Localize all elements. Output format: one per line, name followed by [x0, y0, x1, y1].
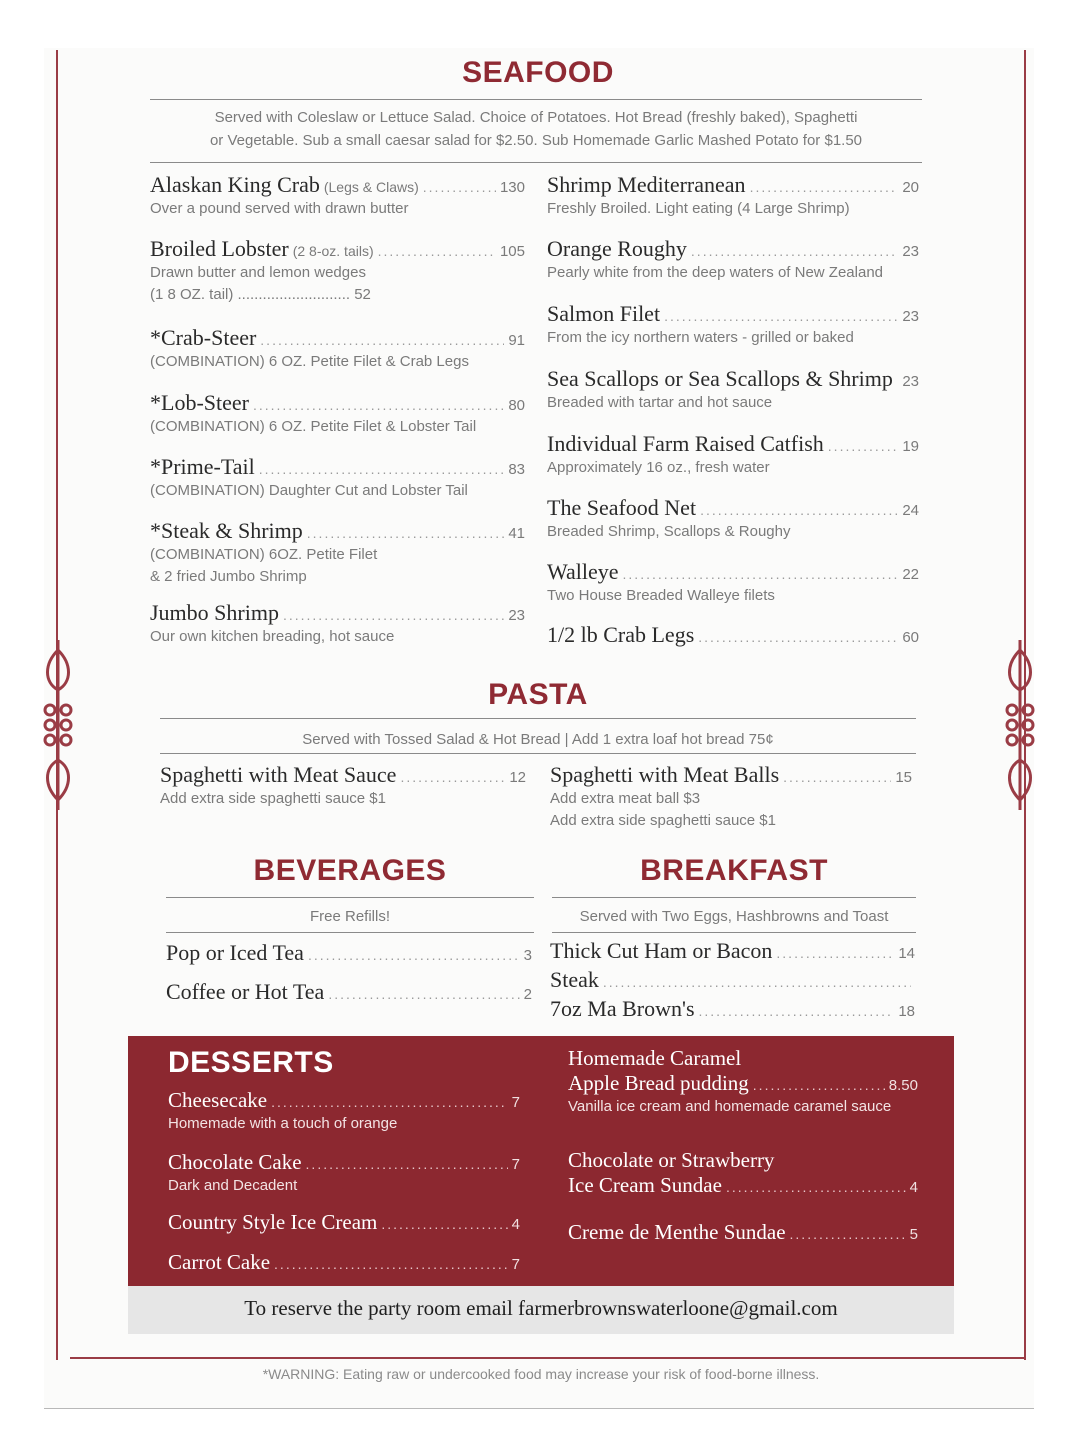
menu-item-description: Over a pound served with drawn butter — [150, 200, 409, 217]
menu-item-line — [150, 454, 525, 480]
leader-dots — [897, 373, 898, 389]
menu-item-price: 15 — [895, 769, 912, 786]
menu-item-line — [168, 1088, 520, 1113]
menu-item-price: 130 — [499, 179, 525, 196]
menu-item-line — [547, 366, 919, 392]
menu-item-price: 83 — [508, 461, 525, 478]
breakfast-title: BREAKFAST — [640, 854, 828, 887]
menu-item-price: 7 — [511, 1156, 520, 1173]
menu-item — [568, 1220, 918, 1245]
menu-item-description: From the icy northern waters - grilled or baked — [547, 329, 854, 346]
menu-item-price: 14 — [898, 945, 915, 962]
menu-item — [168, 1210, 520, 1235]
leader-dots — [307, 525, 505, 541]
page-bottom-rule — [44, 1408, 1034, 1409]
menu-item-name: Pop or Iced Tea — [166, 940, 304, 965]
menu-item-price: 2 — [523, 986, 532, 1003]
menu-item-name: Spaghetti with Meat Balls — [550, 762, 780, 787]
menu-item-price: 60 — [902, 629, 919, 646]
menu-item-name: Ice Cream Sundae — [568, 1173, 722, 1197]
menu-item — [547, 301, 919, 349]
menu-item-description: & 2 fried Jumbo Shrimp — [150, 568, 307, 585]
menu-item-line — [150, 236, 525, 262]
beverages-note: Free Refills! — [309, 908, 391, 925]
menu-item — [168, 1150, 520, 1197]
menu-item-description: Breaded with tartar and hot sauce — [547, 394, 773, 411]
menu-item-price: 24 — [902, 502, 919, 519]
menu-item-name: 7oz Ma Brown's — [550, 996, 695, 1021]
menu-item-description: Add extra meat ball $3 — [550, 790, 701, 807]
breakfast-rule-bottom — [552, 932, 916, 933]
menu-item-name: Creme de Menthe Sundae — [568, 1220, 786, 1244]
pasta-rule-bottom — [160, 753, 916, 754]
leader-dots — [783, 769, 891, 785]
menu-item — [550, 967, 915, 993]
leader-dots — [828, 438, 899, 454]
breakfast-rule-top — [552, 897, 916, 898]
leader-dots — [753, 1077, 885, 1093]
menu-item-line — [568, 1220, 918, 1245]
menu-item — [150, 600, 525, 648]
menu-item — [150, 518, 525, 588]
menu-item-name: *Prime-Tail — [150, 454, 255, 479]
menu-item-name-line1: Homemade Caramel — [568, 1046, 742, 1070]
food-warning: *WARNING: Eating raw or undercooked food may increase your risk of food-borne illness. — [262, 1366, 820, 1382]
leader-dots — [699, 1003, 895, 1019]
menu-item — [168, 1250, 520, 1275]
menu-item-line — [168, 1250, 520, 1275]
menu-item — [547, 559, 919, 607]
menu-item-line — [550, 762, 912, 788]
menu-item-price: 80 — [508, 397, 525, 414]
menu-item-line — [547, 172, 919, 198]
menu-item — [568, 1046, 918, 1118]
menu-item-line — [150, 518, 525, 544]
leader-dots — [381, 1216, 507, 1232]
leader-dots — [274, 1256, 508, 1272]
leader-dots — [623, 566, 899, 582]
seafood-note — [150, 106, 922, 152]
menu-item-name: Alaskan King Crab — [150, 172, 320, 197]
leader-dots — [776, 945, 894, 961]
menu-item-line — [150, 172, 525, 198]
leader-dots — [790, 1226, 906, 1242]
menu-item-name: The Seafood Net — [547, 495, 697, 520]
menu-item-name: Country Style Ice Cream — [168, 1210, 378, 1234]
ornament-right-icon — [1000, 640, 1040, 810]
menu-item-line — [547, 622, 919, 648]
desserts-title: DESSERTS — [168, 1046, 334, 1079]
menu-item-price: 5 — [909, 1226, 918, 1243]
menu-item-price: 18 — [898, 1003, 915, 1020]
menu-item-line — [550, 967, 915, 993]
leader-dots — [260, 332, 504, 348]
menu-item-description: (1 8 OZ. tail) ........................... 52 — [150, 286, 371, 303]
menu-item-price: 19 — [902, 438, 919, 455]
menu-item-line — [547, 301, 919, 327]
menu-item-description: (COMBINATION) 6 OZ. Petite Filet & Crab Legs — [150, 353, 469, 370]
menu-item-price: 41 — [508, 525, 525, 542]
menu-item — [547, 622, 919, 648]
menu-item-name: Orange Roughy — [547, 236, 687, 261]
menu-item-description: (COMBINATION) Daughter Cut and Lobster Tail — [150, 482, 468, 499]
menu-item — [550, 938, 915, 964]
desserts-band — [128, 1036, 954, 1286]
menu-item-line — [568, 1173, 918, 1198]
menu-item-price: 23 — [902, 243, 919, 260]
reserve-bar — [128, 1286, 954, 1334]
menu-item-qualifier: (Legs & Claws) — [323, 179, 419, 195]
menu-item-description: (COMBINATION) 6 OZ. Petite Filet & Lobster Tail — [150, 418, 477, 435]
leader-dots — [283, 607, 504, 623]
menu-item-qualifier: (2 8-oz. tails) — [292, 243, 374, 259]
menu-item — [550, 762, 912, 832]
leader-dots — [423, 179, 496, 195]
menu-item — [150, 236, 525, 306]
leader-dots — [700, 502, 898, 518]
menu-item-description: Pearly white from the deep waters of New Zealand — [547, 264, 883, 281]
menu-item — [150, 454, 525, 502]
menu-item-name: Salmon Filet — [547, 301, 661, 326]
menu-item-price: 22 — [902, 566, 919, 583]
menu-item-price: 12 — [509, 769, 526, 786]
reserve-email-text: To reserve the party room email farmerbrownswaterloone@gmail.com — [244, 1296, 838, 1320]
menu-item-line — [547, 495, 919, 521]
menu-item-description: Dark and Decadent — [168, 1177, 298, 1194]
beverages-title: BEVERAGES — [253, 854, 447, 887]
menu-item-name: Sea Scallops or Sea Scallops & Shrimp — [547, 366, 893, 391]
menu-item-name: Apple Bread pudding — [568, 1071, 749, 1095]
ornament-left-icon — [38, 640, 78, 810]
menu-item-name: Spaghetti with Meat Sauce — [160, 762, 397, 787]
menu-item — [547, 172, 919, 220]
menu-item-name: *Lob-Steer — [150, 390, 249, 415]
menu-item-price: 8.50 — [888, 1077, 918, 1094]
menu-item-line — [547, 431, 919, 457]
menu-item-price: 91 — [508, 332, 525, 349]
leader-dots — [259, 461, 505, 477]
menu-item-description: (COMBINATION) 6OZ. Petite Filet — [150, 546, 378, 563]
seafood-note-line1: Served with Coleslaw or Lettuce Salad. Choice of Potatoes. Hot Bread (freshly baked), Spaghetti — [214, 109, 858, 126]
menu-item-name: Jumbo Shrimp — [150, 600, 279, 625]
menu-item-price: 23 — [902, 308, 919, 325]
menu-item — [160, 762, 526, 810]
menu-item-name: *Steak & Shrimp — [150, 518, 303, 543]
menu-item-name: Broiled Lobster — [150, 236, 289, 261]
leader-dots — [603, 974, 911, 990]
menu-item-description: Breaded Shrimp, Scallops & Roughy — [547, 523, 791, 540]
menu-item-price: 4 — [511, 1216, 520, 1233]
beverages-rule-bottom — [166, 932, 534, 933]
menu-item-price: 23 — [902, 373, 919, 390]
menu-item-description: Drawn butter and lemon wedges — [150, 264, 366, 281]
menu-item-description: Approximately 16 oz., fresh water — [547, 459, 770, 476]
leader-dots — [306, 1156, 508, 1172]
menu-item-name: Individual Farm Raised Catfish — [547, 431, 824, 456]
leader-dots — [664, 308, 898, 324]
menu-item-line — [168, 1150, 520, 1175]
menu-item — [166, 940, 532, 966]
frame-border-bottom — [70, 1357, 1025, 1359]
leader-dots — [698, 629, 898, 645]
leader-dots — [328, 986, 519, 1002]
menu-item-name: Chocolate Cake — [168, 1150, 302, 1174]
menu-item-name: 1/2 lb Crab Legs — [547, 622, 695, 647]
menu-item-price: 4 — [909, 1179, 918, 1196]
seafood-note-line2: or Vegetable. Sub a small caesar salad for $2.50. Sub Homemade Garlic Mashed Potato for $1.50 — [209, 132, 863, 149]
menu-item-price: 3 — [523, 947, 532, 964]
menu-item-line — [550, 996, 915, 1022]
leader-dots — [400, 769, 505, 785]
menu-item-line — [550, 938, 915, 964]
menu-item — [550, 996, 915, 1022]
menu-item-price: 105 — [499, 243, 525, 260]
menu-item-line — [166, 979, 532, 1005]
menu-item-line — [150, 325, 525, 351]
menu-item-description: Add extra side spaghetti sauce $1 — [160, 790, 386, 807]
menu-item-line — [547, 236, 919, 262]
menu-item — [547, 366, 919, 414]
breakfast-note: Served with Two Eggs, Hashbrowns and Toast — [579, 908, 889, 925]
menu-item — [568, 1148, 918, 1198]
seafood-rule-bottom — [150, 162, 922, 163]
menu-item — [166, 979, 532, 1005]
leader-dots — [308, 947, 520, 963]
menu-item-name-line1: Chocolate or Strawberry — [568, 1148, 775, 1172]
menu-item-line — [168, 1210, 520, 1235]
menu-item-description: Our own kitchen breading, hot sauce — [150, 628, 395, 645]
menu-item — [547, 431, 919, 479]
menu-item-description: Homemade with a touch of orange — [168, 1115, 398, 1132]
menu-item — [168, 1088, 520, 1135]
menu-item-price: 20 — [902, 179, 919, 196]
menu-item-price: 23 — [508, 607, 525, 624]
menu-item-name: Steak — [550, 967, 599, 992]
menu-item-name: Coffee or Hot Tea — [166, 979, 325, 1004]
menu-item — [150, 172, 525, 220]
menu-item-line — [160, 762, 526, 788]
menu-item-description: Two House Breaded Walleye filets — [547, 587, 775, 604]
menu-item-name: Carrot Cake — [168, 1250, 271, 1274]
leader-dots — [271, 1094, 508, 1110]
menu-item — [547, 495, 919, 543]
menu-item — [150, 390, 525, 438]
menu-item-name: Walleye — [547, 559, 619, 584]
menu-item-name: Thick Cut Ham or Bacon — [550, 938, 773, 963]
leader-dots — [726, 1179, 906, 1195]
pasta-note: Served with Tossed Salad & Hot Bread | Add 1 extra loaf hot bread 75¢ — [302, 731, 774, 748]
seafood-rule-top — [150, 99, 922, 100]
pasta-rule-top — [160, 718, 916, 719]
leader-dots — [750, 179, 899, 195]
menu-item-description: Add extra side spaghetti sauce $1 — [550, 812, 776, 829]
pasta-title: PASTA — [488, 678, 588, 711]
menu-item-name: *Crab-Steer — [150, 325, 257, 350]
menu-item-description: Vanilla ice cream and homemade caramel sauce — [568, 1098, 892, 1115]
seafood-title: SEAFOOD — [462, 56, 614, 89]
leader-dots — [691, 243, 898, 259]
menu-item-line — [166, 940, 532, 966]
leader-dots — [253, 397, 504, 413]
leader-dots — [378, 243, 496, 259]
menu-item-name: Cheesecake — [168, 1088, 268, 1112]
menu-item-description: Freshly Broiled. Light eating (4 Large Shrimp) — [547, 200, 850, 217]
menu-item-price: 7 — [511, 1256, 520, 1273]
menu-item-line — [150, 600, 525, 626]
menu-item — [547, 236, 919, 284]
menu-item-name: Shrimp Mediterranean — [547, 172, 746, 197]
menu-item-line — [547, 559, 919, 585]
menu-item-price: 7 — [511, 1094, 520, 1111]
menu-item — [150, 325, 525, 373]
beverages-rule-top — [166, 897, 534, 898]
menu-item-line — [150, 390, 525, 416]
menu-item-line — [568, 1071, 918, 1096]
